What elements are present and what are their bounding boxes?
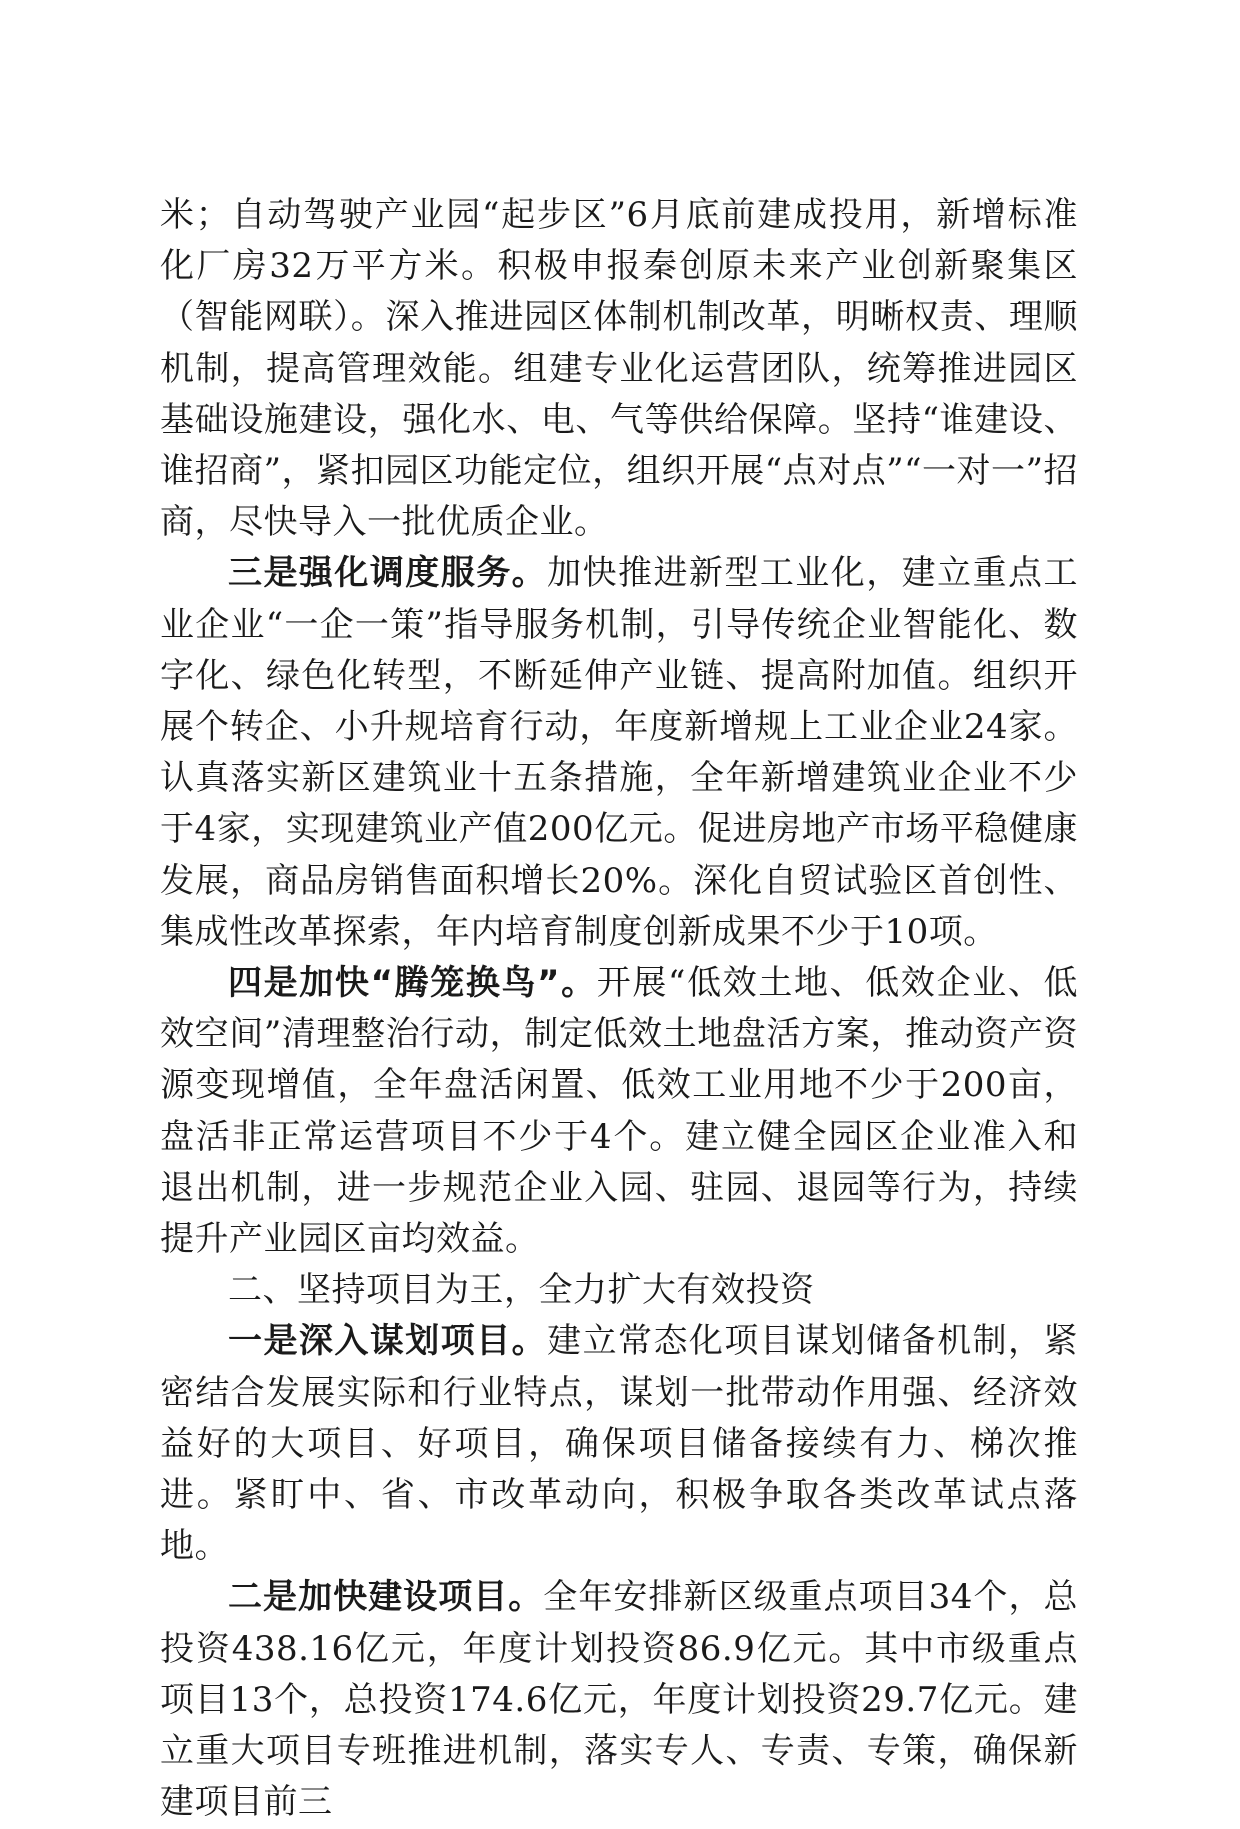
paragraph-text: 加快推进新型工业化，建立重点工业企业“一企一策”指导服务机制，引导传统企业智能化、数字化、绿色化转型，不断延伸产业链、提高附加值。组织开展个转企、小升规培育行动，年度新增规上工业企业24家。认真落实新区建筑业十五条措施，全年新增建筑业企业不少于4家，实现建筑业产值200亿元。促进房地产市场平稳健康发展，商品房销售面积增长20%。深化自贸试验区首创性、集成性改革探索，年内培育制度创新成果不少于10项。 bbox=[160, 553, 1078, 952]
paragraph-park-construction bbox=[160, 190, 1078, 548]
paragraph-text: 全年安排新区级重点项目34个，总投资438.16亿元，年度计划投资86.9亿元。其中市级重点项目13个，总投资174.6亿元，年度计划投资29.7亿元。建立重大项目专班推进机制，落实专人、专责、专策，确保新建项目前三 bbox=[160, 1577, 1079, 1823]
paragraph-text: 米；自动驾驶产业园“起步区”6月底前建成投用，新增标准化厂房32万平方米。积极申报秦创原未来产业创新聚集区（智能网联）。深入推进园区体制机制改革，明晰权责、理顺机制，提高管理效能。组建专业化运营团队，统筹推进园区基础设施建设，强化水、电、气等供给保障。坚持“谁建设、谁招商”，紧扣园区功能定位，组织开展“点对点”“一对一”招商，尽快导入一批优质企业。 bbox=[160, 195, 1078, 543]
section-heading-projects bbox=[160, 1265, 1078, 1316]
paragraph-dispatch-service bbox=[160, 548, 1078, 958]
paragraph-project-planning bbox=[160, 1316, 1078, 1572]
paragraph-lead-heading: 四是加快“腾笼换鸟”。 bbox=[228, 963, 597, 1004]
paragraph-lead-heading: 一是深入谋划项目。 bbox=[228, 1321, 548, 1362]
section-heading-text: 二、坚持项目为王，全力扩大有效投资 bbox=[228, 1270, 815, 1311]
paragraph-lead-heading: 二是加快建设项目。 bbox=[228, 1577, 544, 1618]
paragraph-lead-heading: 三是强化调度服务。 bbox=[228, 553, 548, 594]
document-body bbox=[160, 190, 1078, 1829]
paragraph-text: 建立常态化项目谋划储备机制，紧密结合发展实际和行业特点，谋划一批带动作用强、经济效益好的大项目、好项目，确保项目储备接续有力、梯次推进。紧盯中、省、市改革动向，积极争取各类改革试点落地。 bbox=[160, 1321, 1078, 1567]
paragraph-cage-bird-swap bbox=[160, 958, 1078, 1265]
paragraph-text: 开展“低效土地、低效企业、低效空间”清理整治行动，制定低效土地盘活方案，推动资产资源变现增值，全年盘活闲置、低效工业用地不少于200亩，盘活非正常运营项目不少于4个。建立健全园区企业准入和退出机制，进一步规范企业入园、驻园、退园等行为，持续提升产业园区亩均效益。 bbox=[160, 963, 1078, 1260]
paragraph-project-construction bbox=[160, 1572, 1078, 1828]
